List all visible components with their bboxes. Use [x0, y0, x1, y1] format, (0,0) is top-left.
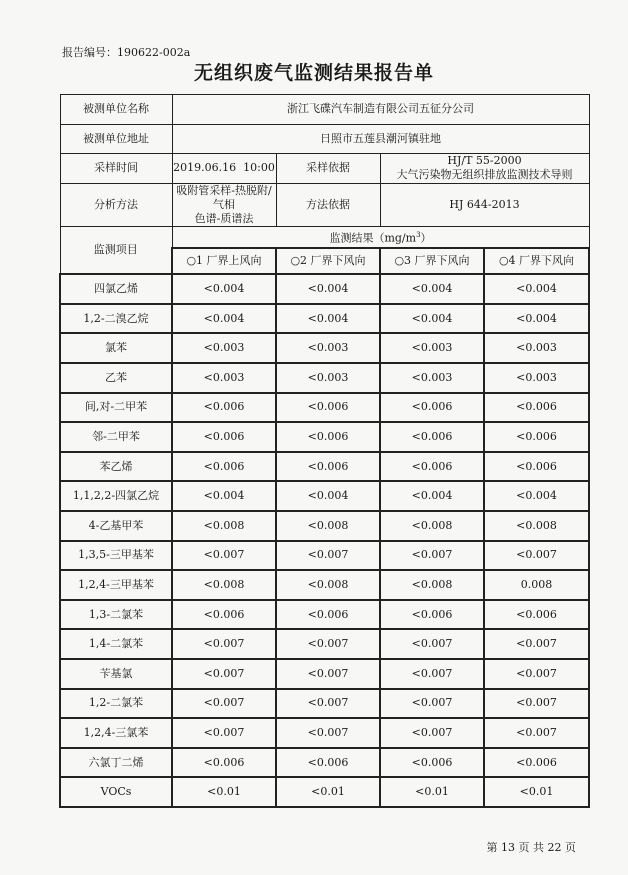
monitoring-item-name: 4-乙基甲苯 — [60, 511, 172, 541]
monitoring-item-name: 六氯丁二烯 — [60, 748, 172, 778]
analysis-method-line1: 吸附管采样-热脱附/气相 — [176, 183, 272, 211]
result-row — [60, 777, 589, 807]
sampling-time-value: 2019.06.16 10:00 — [172, 154, 276, 184]
result-value-point-2: <0.007 — [276, 629, 380, 659]
result-value-point-3: <0.003 — [380, 363, 484, 393]
result-header-row — [60, 226, 589, 248]
result-value-point-4: <0.007 — [484, 629, 589, 659]
monitoring-item-name: 1,3,5-三甲基苯 — [60, 541, 172, 571]
monitoring-item-name: 四氯乙烯 — [60, 274, 172, 304]
result-value-point-3: <0.008 — [380, 511, 484, 541]
result-value-point-4: 0.008 — [484, 570, 589, 600]
sampling-basis-label: 采样依据 — [276, 154, 380, 184]
result-value-point-1: <0.007 — [172, 659, 276, 689]
result-value-point-3: <0.003 — [380, 333, 484, 363]
result-value-point-4: <0.006 — [484, 393, 589, 423]
result-value-point-1: <0.004 — [172, 274, 276, 304]
result-value-point-3: <0.006 — [380, 393, 484, 423]
monitoring-item-name: 1,2,4-三甲基苯 — [60, 570, 172, 600]
point-header-3: ○3 厂界下风向 — [380, 248, 484, 274]
result-value-point-4: <0.003 — [484, 363, 589, 393]
result-row — [60, 304, 589, 334]
unit-address-value: 日照市五莲县潮河镇驻地 — [172, 124, 589, 154]
result-value-point-4: <0.006 — [484, 600, 589, 630]
result-value-point-2: <0.008 — [276, 511, 380, 541]
result-header-text: 监测结果（mg/m — [329, 231, 417, 245]
result-value-point-3: <0.007 — [380, 629, 484, 659]
result-value-point-3: <0.007 — [380, 689, 484, 719]
result-value-point-4: <0.006 — [484, 452, 589, 482]
result-row — [60, 422, 589, 452]
result-value-point-3: <0.007 — [380, 659, 484, 689]
result-value-point-1: <0.008 — [172, 511, 276, 541]
result-row — [60, 748, 589, 778]
result-header-close: ） — [420, 231, 432, 245]
method-basis-label: 方法依据 — [276, 183, 380, 226]
monitoring-item-name: 1,3-二氯苯 — [60, 600, 172, 630]
unit-name-value: 浙江飞碟汽车制造有限公司五征分公司 — [172, 95, 589, 125]
point-header-1: ○1 厂界上风向 — [172, 248, 276, 274]
result-header — [172, 226, 589, 248]
result-value-point-1: <0.01 — [172, 777, 276, 807]
result-value-point-1: <0.007 — [172, 689, 276, 719]
result-value-point-3: <0.006 — [380, 452, 484, 482]
monitoring-item-name: 1,4-二氯苯 — [60, 629, 172, 659]
result-value-point-1: <0.007 — [172, 629, 276, 659]
result-row — [60, 393, 589, 423]
sampling-row — [60, 154, 589, 184]
result-value-point-4: <0.007 — [484, 659, 589, 689]
result-row — [60, 274, 589, 304]
point-header-2: ○2 厂界下风向 — [276, 248, 380, 274]
monitoring-item-name: 苄基氯 — [60, 659, 172, 689]
page-number: 第 13 页 共 22 页 — [486, 841, 576, 854]
unit-name-row — [60, 95, 589, 125]
result-value-point-3: <0.007 — [380, 541, 484, 571]
result-row — [60, 511, 589, 541]
result-row — [60, 600, 589, 630]
result-value-point-2: <0.008 — [276, 570, 380, 600]
result-value-point-4: <0.004 — [484, 304, 589, 334]
monitoring-item-name: 1,2,4-三氯苯 — [60, 718, 172, 748]
result-row — [60, 629, 589, 659]
result-value-point-2: <0.004 — [276, 304, 380, 334]
result-value-point-2: <0.01 — [276, 777, 380, 807]
result-value-point-4: <0.006 — [484, 748, 589, 778]
result-row — [60, 541, 589, 571]
monitoring-item-name: 1,2-二氯苯 — [60, 689, 172, 719]
result-value-point-1: <0.006 — [172, 452, 276, 482]
result-value-point-2: <0.007 — [276, 541, 380, 571]
result-value-point-1: <0.004 — [172, 481, 276, 511]
result-value-point-3: <0.006 — [380, 748, 484, 778]
analysis-method-label: 分析方法 — [60, 183, 172, 226]
result-value-point-1: <0.006 — [172, 393, 276, 423]
result-value-point-1: <0.007 — [172, 541, 276, 571]
result-row — [60, 363, 589, 393]
analysis-method-line2: 色谱-质谱法 — [194, 211, 254, 225]
result-value-point-4: <0.007 — [484, 689, 589, 719]
point-header-4: ○4 厂界下风向 — [484, 248, 589, 274]
result-value-point-3: <0.004 — [380, 274, 484, 304]
result-value-point-2: <0.007 — [276, 718, 380, 748]
monitoring-item-name: 氯苯 — [60, 333, 172, 363]
result-value-point-1: <0.006 — [172, 748, 276, 778]
result-row — [60, 570, 589, 600]
monitoring-item-name: VOCs — [60, 777, 172, 807]
result-value-point-2: <0.006 — [276, 452, 380, 482]
unit-address-label: 被测单位地址 — [60, 124, 172, 154]
report-number-value: 190622-002a — [117, 46, 191, 59]
result-value-point-4: <0.004 — [484, 274, 589, 304]
result-value-point-1: <0.007 — [172, 718, 276, 748]
result-value-point-2: <0.007 — [276, 659, 380, 689]
result-value-point-1: <0.008 — [172, 570, 276, 600]
sampling-basis-value — [380, 154, 589, 184]
result-value-point-4: <0.01 — [484, 777, 589, 807]
result-value-point-3: <0.01 — [380, 777, 484, 807]
sampling-basis-line1: HJ/T 55-2000 — [447, 154, 522, 168]
sampling-basis-line2: 大气污染物无组织排放监测技术导则 — [396, 168, 573, 182]
result-value-point-4: <0.004 — [484, 481, 589, 511]
result-value-point-2: <0.006 — [276, 600, 380, 630]
result-value-point-3: <0.004 — [380, 304, 484, 334]
result-header-sup: 3 — [416, 231, 421, 240]
sampling-time-label: 采样时间 — [60, 154, 172, 184]
result-row — [60, 659, 589, 689]
result-value-point-4: <0.007 — [484, 718, 589, 748]
result-value-point-3: <0.008 — [380, 570, 484, 600]
result-row — [60, 481, 589, 511]
monitoring-item-name: 1,2-二溴乙烷 — [60, 304, 172, 334]
monitoring-result-table — [59, 94, 590, 808]
result-value-point-3: <0.006 — [380, 422, 484, 452]
monitoring-item-header: 监测项目 — [60, 226, 172, 274]
result-row — [60, 689, 589, 719]
result-value-point-3: <0.004 — [380, 481, 484, 511]
result-value-point-1: <0.004 — [172, 304, 276, 334]
result-value-point-1: <0.003 — [172, 363, 276, 393]
method-basis-value: HJ 644-2013 — [380, 183, 589, 226]
result-row — [60, 718, 589, 748]
document-title: 无组织废气监测结果报告单 — [193, 62, 434, 84]
unit-address-row — [60, 124, 589, 154]
result-value-point-2: <0.006 — [276, 393, 380, 423]
report-number-label: 报告编号： — [62, 46, 117, 59]
result-value-point-4: <0.003 — [484, 333, 589, 363]
unit-name-label: 被测单位名称 — [60, 95, 172, 125]
result-value-point-2: <0.004 — [276, 274, 380, 304]
result-value-point-3: <0.006 — [380, 600, 484, 630]
analysis-method-value — [172, 183, 276, 226]
monitoring-item-name: 1,1,2,2-四氯乙烷 — [60, 481, 172, 511]
result-row — [60, 452, 589, 482]
result-value-point-1: <0.006 — [172, 600, 276, 630]
monitoring-item-name: 苯乙烯 — [60, 452, 172, 482]
result-value-point-4: <0.006 — [484, 422, 589, 452]
result-value-point-4: <0.008 — [484, 511, 589, 541]
result-value-point-2: <0.003 — [276, 363, 380, 393]
result-value-point-2: <0.006 — [276, 422, 380, 452]
result-row — [60, 333, 589, 363]
result-value-point-2: <0.006 — [276, 748, 380, 778]
monitoring-item-name: 间,对-二甲苯 — [60, 393, 172, 423]
result-value-point-1: <0.006 — [172, 422, 276, 452]
monitoring-item-name: 邻-二甲苯 — [60, 422, 172, 452]
result-value-point-2: <0.004 — [276, 481, 380, 511]
result-value-point-1: <0.003 — [172, 333, 276, 363]
result-value-point-4: <0.007 — [484, 541, 589, 571]
result-value-point-2: <0.003 — [276, 333, 380, 363]
result-value-point-3: <0.007 — [380, 718, 484, 748]
result-value-point-2: <0.007 — [276, 689, 380, 719]
monitoring-item-name: 乙苯 — [60, 363, 172, 393]
analysis-row — [60, 183, 589, 226]
